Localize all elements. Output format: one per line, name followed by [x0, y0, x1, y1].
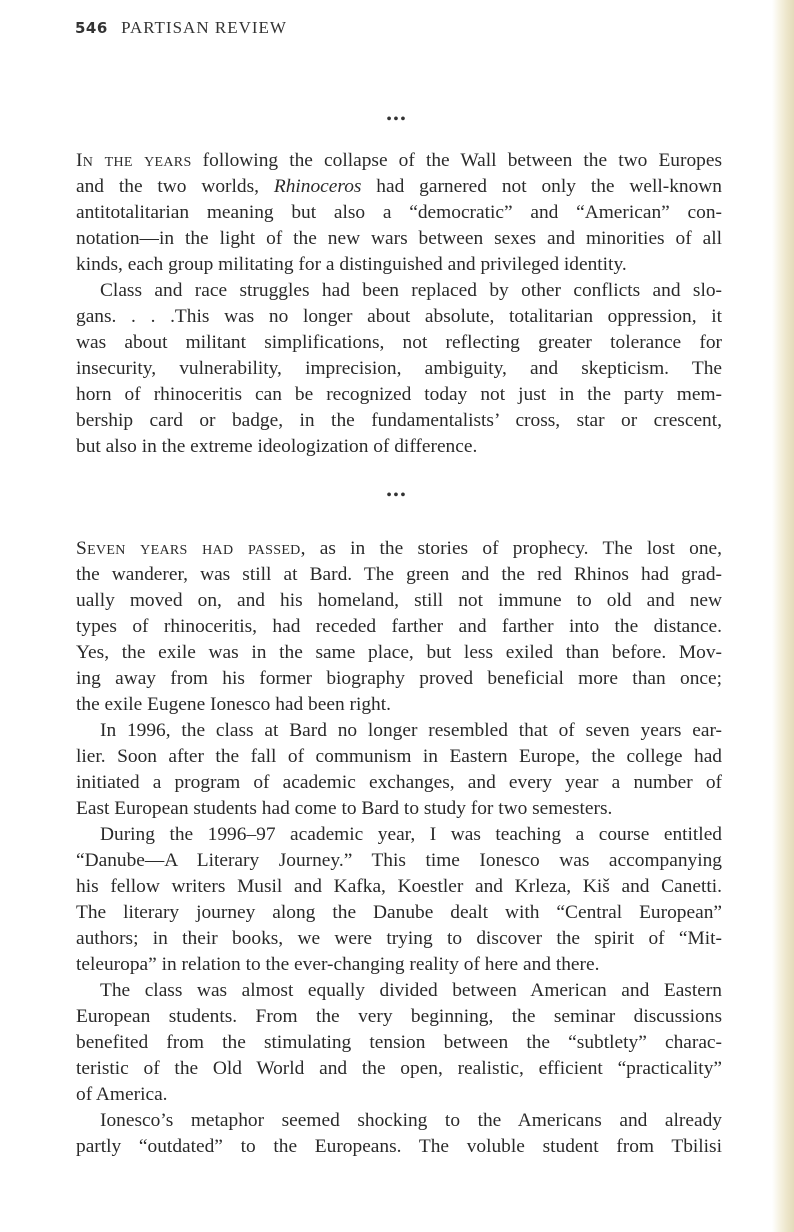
text-line: kinds, each group militating for a distinguished and privileged identity.: [76, 254, 627, 275]
page-number: 546: [75, 19, 108, 37]
text-line: In the years following the collapse of the Wall between the two Europes: [76, 150, 722, 171]
text-line: partly “outdated” to the Europeans. The voluble student from Tbilisi: [76, 1136, 722, 1157]
text-line: his fellow writers Musil and Kafka, Koestler and Krleza, Kiš and Canetti.: [76, 876, 722, 897]
text-line: was about militant simplifications, not reflecting greater tolerance for: [76, 332, 722, 353]
text-line: The class was almost equally divided between American and Eastern: [100, 980, 722, 1001]
text-line: The literary journey along the Danube dealt with “Central European”: [76, 902, 722, 923]
text-line: East European students had come to Bard to study for two semesters.: [76, 798, 613, 819]
text-line: In 1996, the class at Bard no longer resembled that of seven years ear-: [100, 720, 722, 741]
text-line: initiated a program of academic exchanges, and every year a number of: [76, 772, 722, 793]
text-line: bership card or badge, in the fundamentalists’ cross, star or crescent,: [76, 410, 722, 431]
text-line: but also in the extreme ideologization of difference.: [76, 436, 478, 457]
text-line: and the two worlds, Rhinoceros had garnered not only the well-known: [76, 176, 722, 197]
text-line: insecurity, vulnerability, imprecision, ambiguity, and skepticism. The: [76, 358, 722, 379]
play-title: Rhinoceros: [273, 176, 362, 197]
text-line: Yes, the exile was in the same place, but less exiled than before. Mov-: [76, 642, 722, 663]
text-line: “Danube—A Literary Journey.” This time Ionesco was accompanying: [76, 850, 722, 871]
text-line: gans. . . .This was no longer about absolute, totalitarian oppression, it: [76, 306, 722, 327]
text-line: ually moved on, and his homeland, still not immune to old and new: [76, 590, 722, 611]
text-line: teristic of the Old World and the open, realistic, efficient “practicality”: [76, 1058, 722, 1079]
text-line: notation—in the light of the new wars between sexes and minorities of all: [76, 228, 722, 249]
text-line: horn of rhinoceritis can be recognized today not just in the party mem-: [76, 384, 722, 405]
lead-small-caps: Seven years had passed: [76, 538, 301, 559]
text-line: authors; in their books, we were trying to discover the spirit of “Mit-: [76, 928, 722, 949]
running-header: [75, 18, 287, 38]
text-line: ing away from his former biography proved beneficial more than once;: [76, 668, 722, 689]
text-line: Ionesco’s metaphor seemed shocking to the Americans and already: [100, 1110, 722, 1131]
text-line: the exile Eugene Ionesco had been right.: [76, 694, 391, 715]
text-line: types of rhinoceritis, had receded farther and farther into the distance.: [76, 616, 722, 637]
text-line: benefited from the stimulating tension between the “subtlety” charac-: [76, 1032, 722, 1053]
text-line: Class and race struggles had been replaced by other conflicts and slo-: [100, 280, 722, 301]
section-break: •••: [386, 112, 408, 127]
lead-small-caps: In the years: [76, 150, 192, 171]
section-break: •••: [386, 488, 408, 503]
text-line: teleuropa” in relation to the ever-changing reality of here and there.: [76, 954, 600, 975]
text-line: the wanderer, was still at Bard. The green and the red Rhinos had grad-: [76, 564, 722, 585]
text-line: European students. From the very beginning, the seminar discussions: [76, 1006, 722, 1027]
text-line: Seven years had passed, as in the stories of prophecy. The lost one,: [76, 538, 723, 559]
page-edge-shadow: [772, 0, 794, 1232]
text-line: During the 1996–97 academic year, I was teaching a course entitled: [100, 824, 722, 845]
text-line: of America.: [76, 1084, 168, 1105]
text-line: lier. Soon after the fall of communism in Eastern Europe, the college had: [76, 746, 722, 767]
journal-title: PARTISAN REVIEW: [121, 18, 287, 37]
text-line: antitotalitarian meaning but also a “democratic” and “American” con-: [76, 202, 722, 223]
